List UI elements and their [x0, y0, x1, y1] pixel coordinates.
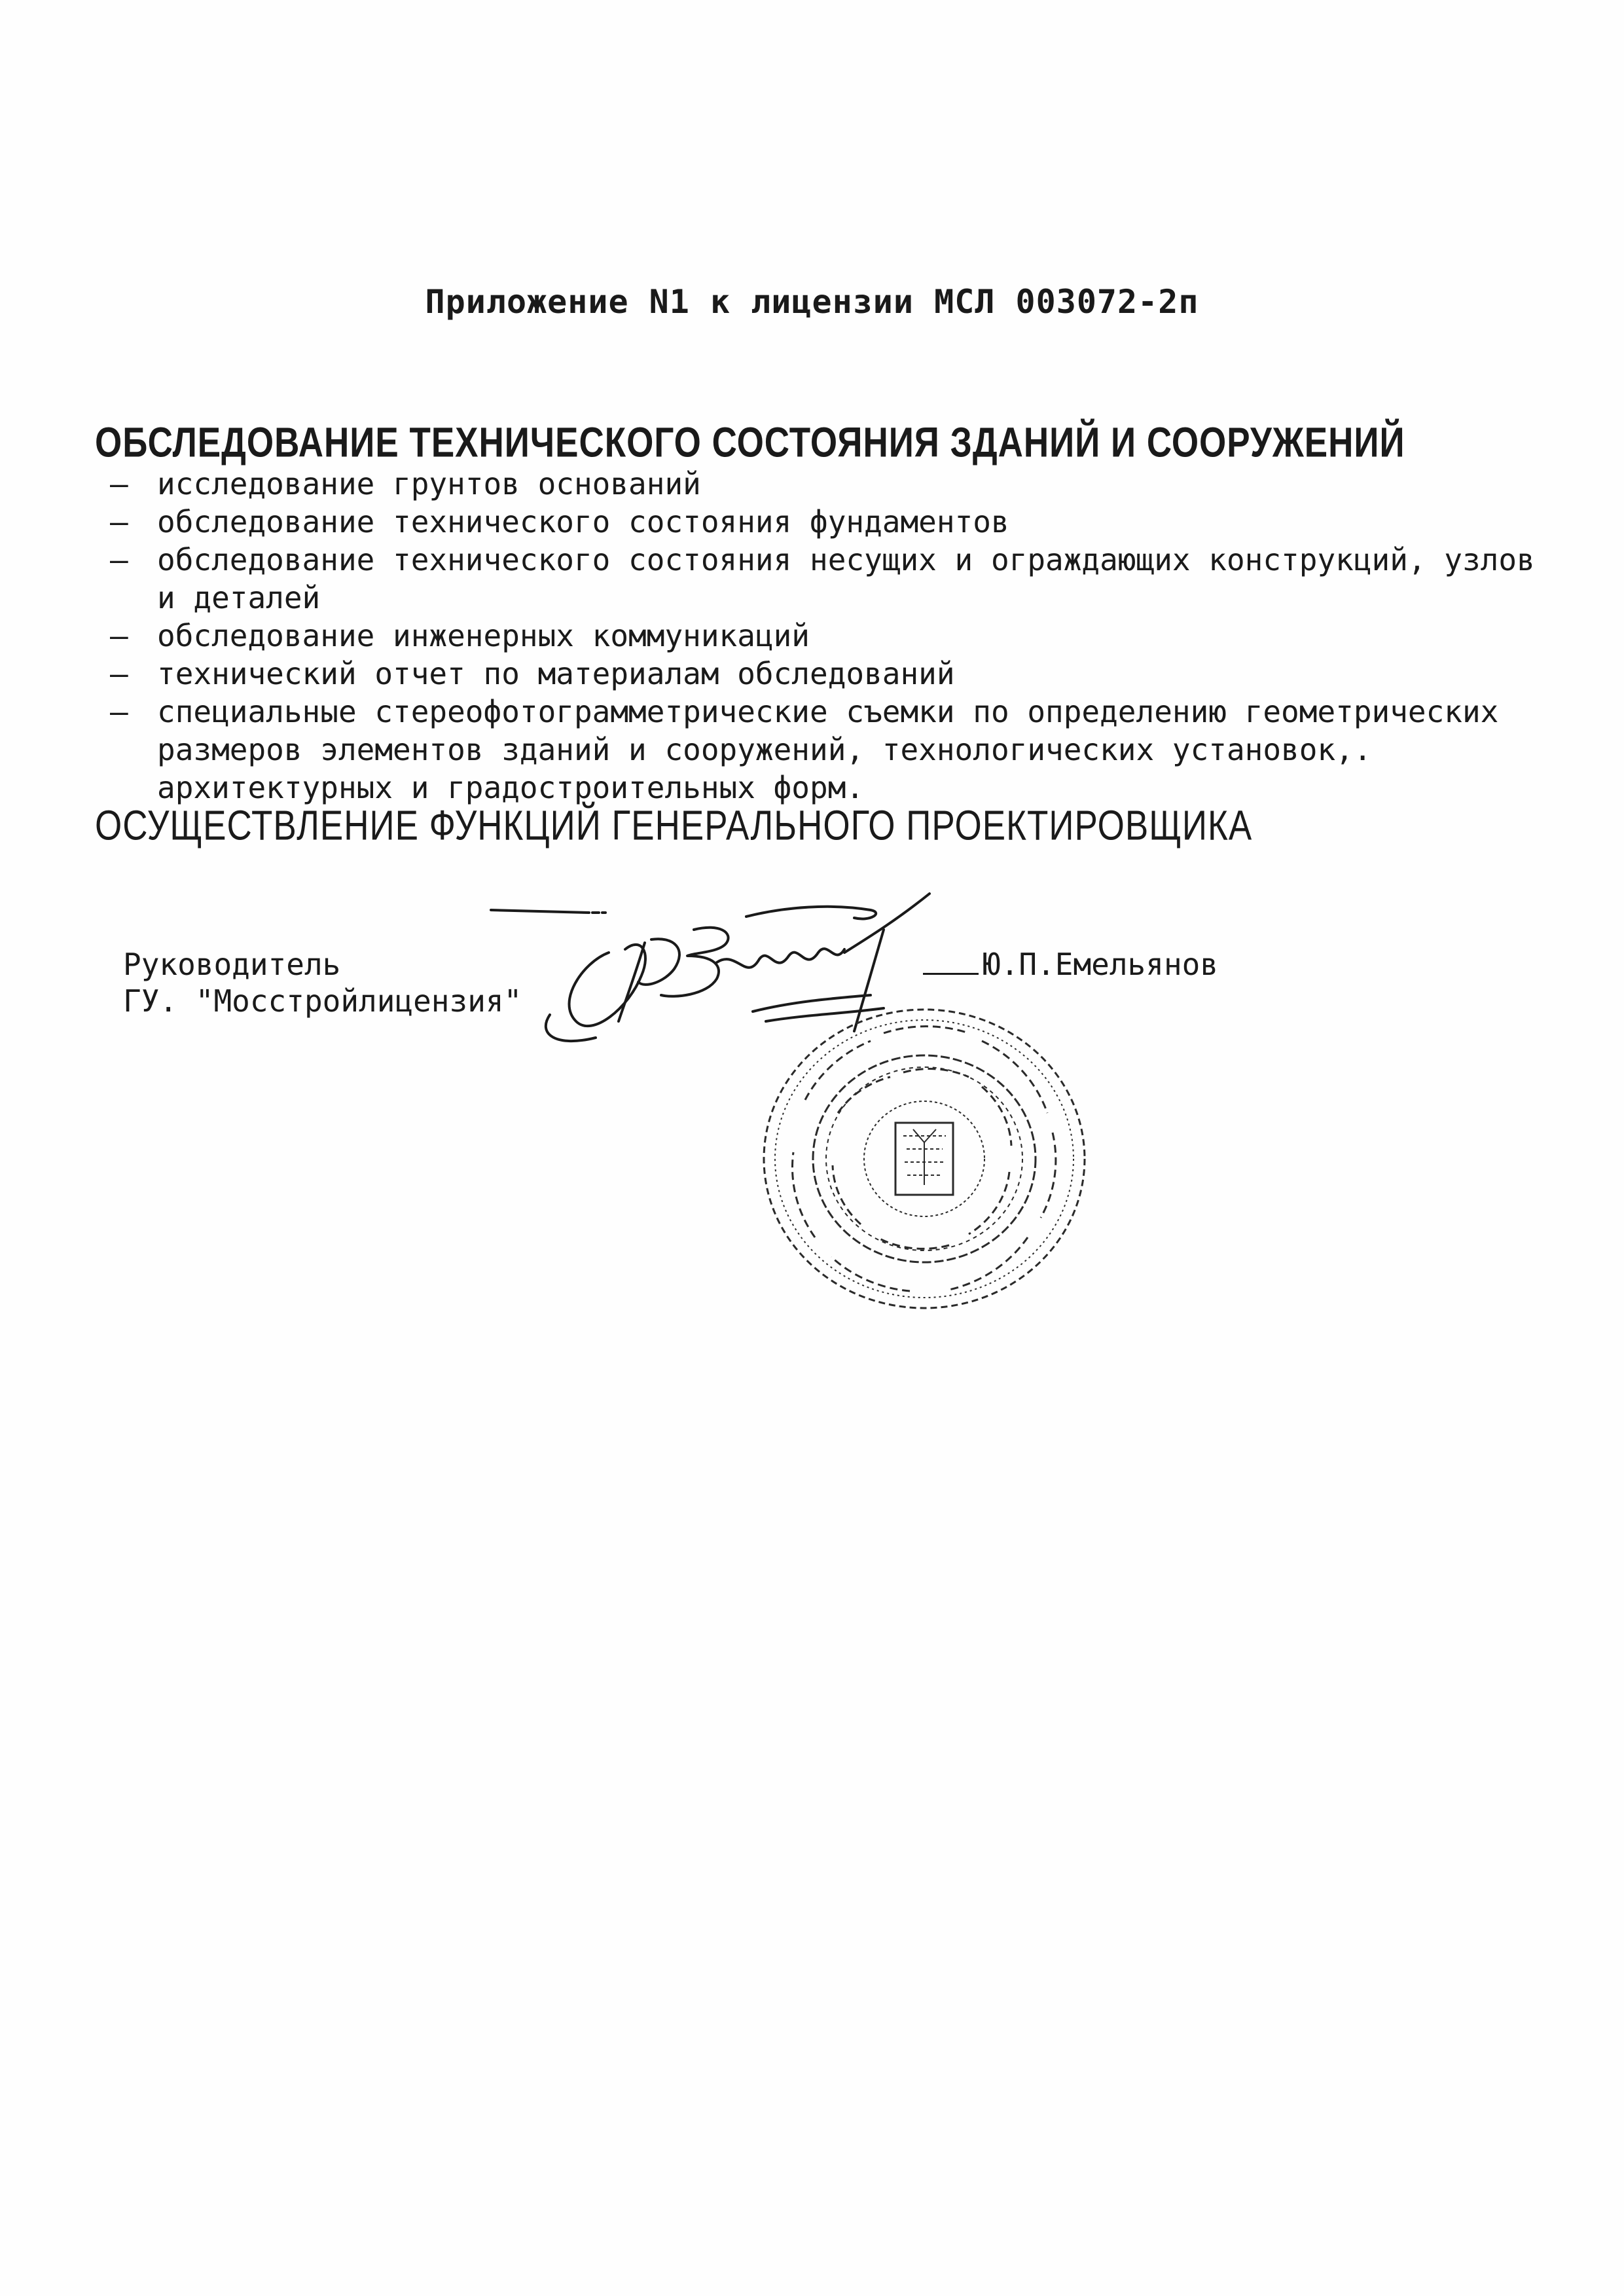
organization-name: ГУ. "Мосстройлицензия" [123, 983, 522, 1019]
official-seal-icon [753, 1002, 1093, 1316]
section-heading-building-survey: ОБСЛЕДОВАНИЕ ТЕХНИЧЕСКОГО СОСТОЯНИЯ ЗДАНИЙ И СООРУЖЕНИЙ [95, 420, 1405, 466]
list-item-text: специальные стереофотограмметрические съемки по определению геометрических размеров элементов зданий и сооружений, технологических установок,. архитектурных и градостроительных форм. [157, 694, 1499, 805]
list-item-text: обследование технического состояния фундаментов [157, 504, 1009, 539]
list-item [110, 541, 1550, 617]
list-item-text: исследование грунтов оснований [157, 466, 701, 501]
section-heading-general-designer: ОСУЩЕСТВЛЕНИЕ ФУНКЦИЙ ГЕНЕРАЛЬНОГО ПРОЕКТИРОВЩИКА [95, 803, 1253, 849]
list-item-text: технический отчет по материалам обследований [157, 656, 955, 691]
signatory-position [123, 946, 522, 1019]
list-item-text: обследование технического состояния несущих и ограждающих конструкций, узлов и деталей [157, 542, 1535, 615]
document-title: Приложение N1 к лицензии МСЛ 003072-2п [425, 283, 1199, 321]
list-dash: – [110, 618, 128, 653]
list-item [110, 693, 1550, 807]
list-dash: – [110, 694, 128, 729]
signer-name: Ю.П.Емельянов [983, 947, 1219, 982]
list-dash: – [110, 504, 128, 539]
survey-items-list [110, 465, 1550, 807]
list-item [110, 617, 1550, 655]
list-item [110, 503, 1550, 541]
list-item [110, 655, 1550, 693]
list-item [110, 465, 1550, 503]
list-dash: – [110, 542, 128, 577]
list-dash: – [110, 656, 128, 691]
list-item-text: обследование инженерных коммуникаций [157, 618, 810, 653]
list-dash: – [110, 466, 128, 501]
position-title: Руководитель [123, 947, 341, 982]
